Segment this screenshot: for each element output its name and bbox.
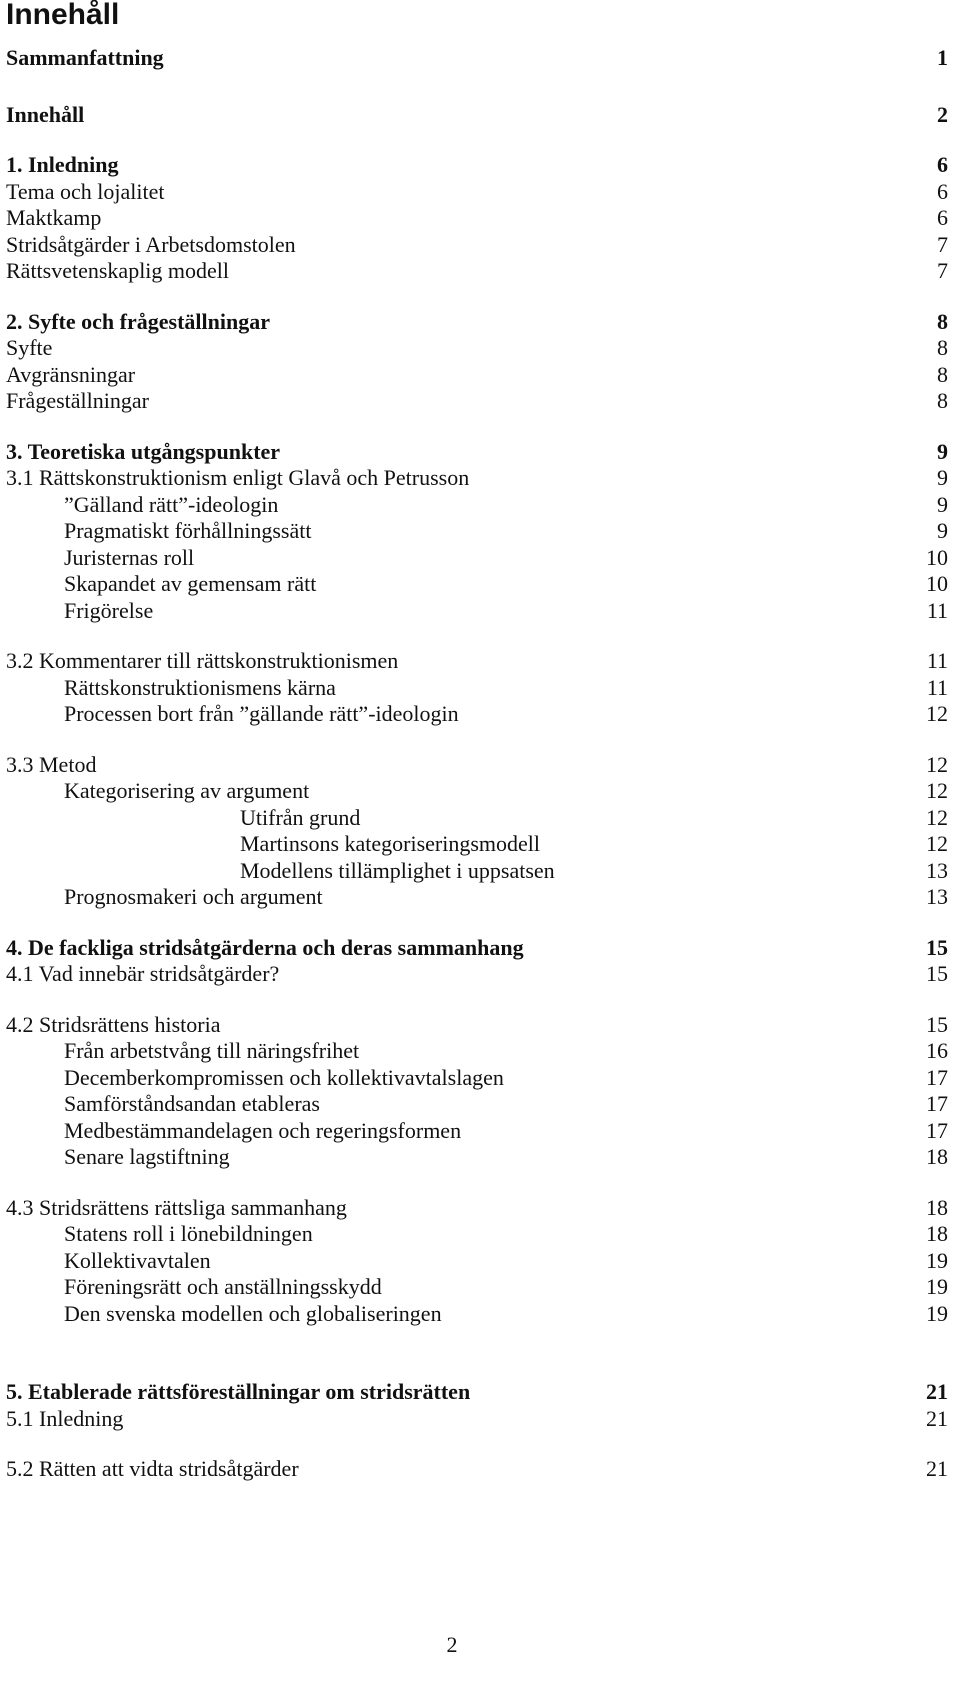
toc-entry-title: Rättskonstruktionismens kärna xyxy=(64,674,336,700)
toc-entry[interactable] xyxy=(0,437,960,467)
toc-entry-title: Skapandet av gemensam rätt xyxy=(64,571,317,596)
toc-entry-title: Kategorisering av argument xyxy=(64,778,310,803)
toc-entry-title: Den svenska modellen och globaliseringen xyxy=(64,1300,442,1326)
toc-entry-page: 2 xyxy=(937,101,948,127)
toc-entry[interactable] xyxy=(0,959,960,989)
toc-entry[interactable] xyxy=(0,177,960,207)
toc-entry-page: 9 xyxy=(937,491,948,517)
toc-entry[interactable] xyxy=(0,803,960,833)
toc-entry-title: Statens roll i lönebildningen xyxy=(64,1221,313,1246)
toc-entry-page: 6 xyxy=(937,205,948,230)
toc-entry-page: 10 xyxy=(926,544,948,570)
toc-entry[interactable] xyxy=(0,1299,960,1329)
toc-entry-title: Utifrån grund xyxy=(240,804,361,830)
toc-entry-title: Prognosmakeri och argument xyxy=(64,884,323,909)
toc-entry-title: Frågeställningar xyxy=(6,388,149,413)
toc-entry-page: 19 xyxy=(926,1274,948,1299)
toc-entry-page: 8 xyxy=(937,388,948,413)
toc-entry[interactable] xyxy=(0,1454,960,1484)
toc-entry[interactable] xyxy=(0,307,960,337)
toc-entry[interactable] xyxy=(0,543,960,573)
toc-entry-title: ”Gälland rätt”-ideologin xyxy=(64,491,279,517)
toc-entry-title: Modellens tillämplighet i uppsatsen xyxy=(240,857,555,883)
toc-entry-title: 3.1 Rättskonstruktionism enligt Glavå och Petrusson xyxy=(6,465,470,490)
toc-entry[interactable] xyxy=(0,516,960,546)
toc-entry[interactable] xyxy=(0,490,960,520)
toc-entry-title: Avgränsningar xyxy=(6,361,136,387)
toc-entry-page: 7 xyxy=(937,258,948,283)
toc-entry-page: 9 xyxy=(937,438,948,464)
toc-entry-page: 11 xyxy=(926,674,948,700)
toc-entry-title: 5.1 Inledning xyxy=(6,1405,124,1431)
toc-entry-page: 6 xyxy=(937,152,948,177)
toc-entry-title: Processen bort från ”gällande rätt”-ideologin xyxy=(64,701,459,726)
toc-entry-title: Sammanfattning xyxy=(6,45,164,70)
toc-entry[interactable] xyxy=(0,882,960,912)
toc-entry-page: 18 xyxy=(926,1221,948,1246)
toc-entry-title: Syfte xyxy=(6,335,53,360)
toc-entry[interactable] xyxy=(0,1193,960,1223)
toc-entry-page: 19 xyxy=(926,1300,948,1326)
toc-entry-title: Tema och lojalitet xyxy=(6,178,165,204)
toc-entry-page: 15 xyxy=(926,1011,948,1037)
toc-entry-title: 3.3 Metod xyxy=(6,751,97,777)
toc-entry-title: Martinsons kategoriseringsmodell xyxy=(240,831,541,856)
toc-entry-title: Senare lagstiftning xyxy=(64,1144,230,1169)
toc-entry-page: 18 xyxy=(926,1144,948,1169)
toc-entry-page: 12 xyxy=(926,804,948,830)
toc-entry[interactable] xyxy=(0,333,960,363)
toc-entry-title: 5. Etablerade rättsföreställningar om stridsrätten xyxy=(6,1379,471,1404)
toc-entry-page: 17 xyxy=(926,1091,948,1116)
toc-entry-title: 2. Syfte och frågeställningar xyxy=(6,308,270,334)
toc-entry-title: 1. Inledning xyxy=(6,152,119,177)
toc-entry-title: 4.3 Stridsrättens rättsliga sammanhang xyxy=(6,1194,347,1220)
toc-entry[interactable] xyxy=(0,569,960,599)
toc-entry[interactable] xyxy=(0,43,960,73)
toc-entry[interactable] xyxy=(0,463,960,493)
toc-entry-title: 4. De fackliga stridsåtgärderna och deras sammanhang xyxy=(6,934,524,960)
toc-entry[interactable] xyxy=(0,1116,960,1146)
toc-entry-page: 21 xyxy=(926,1405,948,1431)
toc-entry-title: Maktkamp xyxy=(6,205,102,230)
toc-entry-page: 18 xyxy=(926,1194,948,1220)
toc-entry[interactable] xyxy=(0,1377,960,1407)
toc-entry[interactable] xyxy=(0,1142,960,1172)
toc-entry-page: 8 xyxy=(937,308,948,334)
toc-entry[interactable] xyxy=(0,360,960,390)
toc-entry[interactable] xyxy=(0,230,960,260)
toc-entry[interactable] xyxy=(0,829,960,859)
toc-entry[interactable] xyxy=(0,1010,960,1040)
toc-entry[interactable] xyxy=(0,1404,960,1434)
toc-entry-title: Stridsåtgärder i Arbetsdomstolen xyxy=(6,231,296,257)
toc-entry[interactable] xyxy=(0,1063,960,1093)
toc-entry[interactable] xyxy=(0,750,960,780)
toc-entry-page: 13 xyxy=(926,884,948,909)
toc-entry[interactable] xyxy=(0,776,960,806)
toc-entry-title: Frigörelse xyxy=(64,597,154,623)
toc-entry-page: 12 xyxy=(926,778,948,803)
toc-entry-title: 4.1 Vad innebär stridsåtgärder? xyxy=(6,961,280,986)
toc-entry-title: Samförståndsandan etableras xyxy=(64,1091,320,1116)
toc-entry-title: Medbestämmandelagen och regeringsformen xyxy=(64,1117,462,1143)
toc-entry-title: 3.2 Kommentarer till rättskonstruktionismen xyxy=(6,648,399,673)
toc-entry-page: 8 xyxy=(937,361,948,387)
toc-entry[interactable] xyxy=(0,203,960,233)
toc-entry-title: Föreningsrätt och anställningsskydd xyxy=(64,1274,382,1299)
toc-entry-page: 15 xyxy=(926,961,948,986)
toc-entry-page: 7 xyxy=(937,231,948,257)
toc-entry[interactable] xyxy=(0,1036,960,1066)
toc-entry[interactable] xyxy=(0,596,960,626)
toc-entry[interactable] xyxy=(0,100,960,130)
toc-entry-page: 11 xyxy=(926,648,948,673)
toc-entry-page: 21 xyxy=(926,1379,948,1404)
toc-entry[interactable] xyxy=(0,646,960,676)
toc-entry-page: 1 xyxy=(937,45,948,70)
toc-entry-page: 17 xyxy=(926,1064,948,1090)
toc-entry-page: 19 xyxy=(926,1247,948,1273)
toc-entry[interactable] xyxy=(0,933,960,963)
toc-entry-page: 16 xyxy=(926,1038,948,1063)
toc-entry-title: Från arbetstvång till näringsfrihet xyxy=(64,1038,360,1063)
toc-entry-title: Innehåll xyxy=(6,101,85,127)
toc-entry-page: 6 xyxy=(937,178,948,204)
toc-entry-title: Juristernas roll xyxy=(64,544,195,570)
toc-entry-title: Decemberkompromissen och kollektivavtalslagen xyxy=(64,1064,504,1090)
toc-entry[interactable] xyxy=(0,673,960,703)
toc-entry[interactable] xyxy=(0,150,960,180)
toc-entry[interactable] xyxy=(0,1272,960,1302)
toc-entry-page: 9 xyxy=(937,518,948,543)
toc-entry-page: 12 xyxy=(926,751,948,777)
toc-entry-page: 12 xyxy=(926,701,948,726)
toc-entry-page: 9 xyxy=(937,465,948,490)
toc-entry-title: 3. Teoretiska utgångspunkter xyxy=(6,438,281,464)
toc-entry[interactable] xyxy=(0,1089,960,1119)
toc-entry-page: 17 xyxy=(926,1117,948,1143)
toc-entry[interactable] xyxy=(0,1219,960,1249)
toc-entry[interactable] xyxy=(0,856,960,886)
toc-entry-page: 10 xyxy=(926,571,948,596)
toc-entry-page: 12 xyxy=(926,831,948,856)
toc-entry-title: 4.2 Stridsrättens historia xyxy=(6,1011,221,1037)
toc-entry-title: Rättsvetenskaplig modell xyxy=(6,258,230,283)
toc-entry-page: 11 xyxy=(926,597,948,623)
toc-entry[interactable] xyxy=(0,256,960,286)
toc-entry-title: Pragmatiskt förhållningssätt xyxy=(64,518,312,543)
toc-entry-page: 13 xyxy=(926,857,948,883)
page-number: 2 xyxy=(446,1632,458,1657)
toc-entry-page: 15 xyxy=(926,934,948,960)
toc-entry[interactable] xyxy=(0,699,960,729)
toc-entry[interactable] xyxy=(0,1246,960,1276)
toc-entry-title: 5.2 Rätten att vidta stridsåtgärder xyxy=(6,1456,299,1481)
toc-entry[interactable] xyxy=(0,386,960,416)
toc-entry-page: 8 xyxy=(937,335,948,360)
document-heading: Innehåll xyxy=(6,0,120,31)
toc-entry-title: Kollektivavtalen xyxy=(64,1247,211,1273)
toc-entry-page: 21 xyxy=(926,1456,948,1481)
